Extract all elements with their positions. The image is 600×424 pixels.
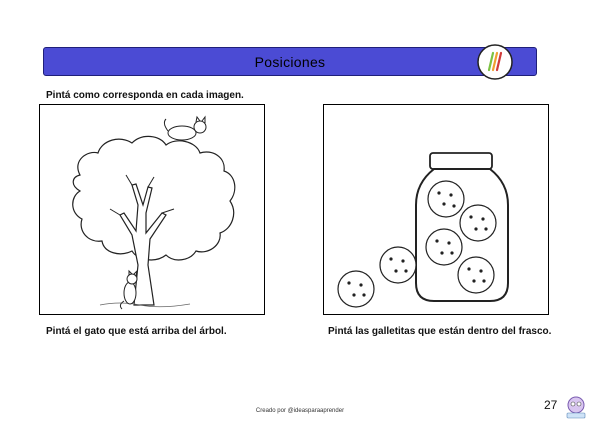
jar-activity-frame — [323, 104, 549, 315]
tree-drawing-icon — [40, 105, 266, 316]
jar-activity-caption: Pintá las galletitas que están dentro del frasco. — [328, 326, 552, 337]
jar-drawing-icon — [324, 105, 550, 316]
tree-activity-caption: Pintá el gato que está arriba del árbol. — [46, 326, 227, 337]
header-bar — [43, 47, 537, 76]
pencils-logo-icon — [476, 43, 514, 81]
brand-logo-icon — [563, 394, 589, 420]
page-number: 27 — [544, 398, 558, 412]
page-title: Posiciones — [254, 54, 326, 70]
instruction-text: Pintá como corresponda en cada imagen. — [46, 90, 244, 101]
credit-text: Creado por @ideasparaaprender — [255, 408, 345, 414]
cat-on-tree-icon — [164, 117, 206, 140]
tree-activity-frame — [39, 104, 265, 315]
